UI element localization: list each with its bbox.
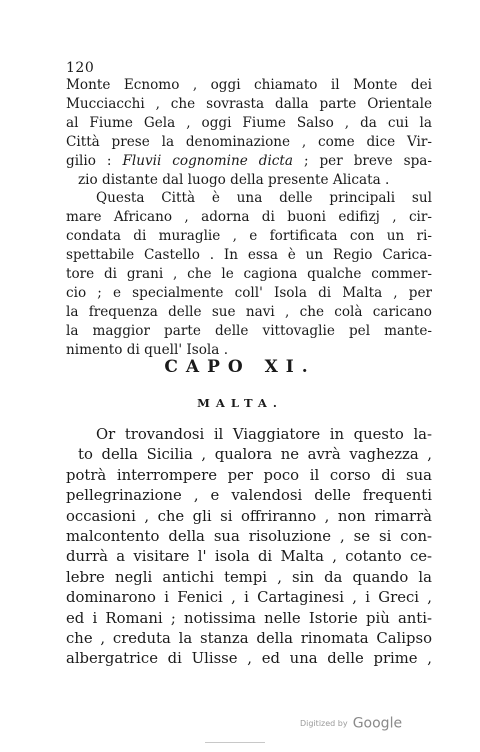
text-line: condata di muraglie , e fortificata con un ri- [66,228,432,245]
body-text-lower [66,425,432,670]
text-line: nimento di quell' Isola . [66,341,229,358]
text-line: mare Africano , adorna di buoni edifizj , cir- [66,209,432,226]
text-fragment: ; per breve spa- [292,152,432,169]
text-line: Monte Ecnomo , oggi chiamato il Monte dei [66,77,432,93]
text-line: occasioni , che gli si offriranno , non rimarrà [66,507,432,525]
text-line [66,152,432,171]
text-line: ed i Romani ; notissima nelle Istorie più anti- [66,609,432,627]
text-line: la maggior parte delle vittovaglie pel mante- [66,322,432,339]
text-line: durrà a visitare l' isola di Malta , cotanto ce- [66,548,432,566]
text-line: pellegrinazione , e valendosi delle frequenti [66,487,432,505]
text-line: malcontento della sua risoluzione , se si con- [66,528,432,546]
text-line: lebre negli antichi tempi , sin da quando la [66,568,432,586]
text-line: albergatrice di Ulisse , ed una delle prime , [66,650,432,668]
digitization-watermark [300,713,402,732]
body-text-upper [66,76,432,360]
text-line: cio ; e specialmente coll' Isola di Malta , per [66,284,432,301]
text-line: la frequenza delle sue navi , che colà caricano [66,303,432,320]
text-line: che , creduta la stanza della rinomata Calipso [66,630,432,648]
latin-quote: Fluvii cognomine dicta [122,152,293,169]
page-number: 120 [66,60,95,76]
text-line: potrà interrompere per poco il corso di sua [66,466,432,484]
digitized-label: Digitized by [300,719,348,728]
text-line: Mucciacchi , che sovrasta dalla parte Orientale [66,95,432,112]
google-logo: Google [352,715,403,732]
text-fragment: gilio : [66,152,123,169]
section-heading: MALTA. [197,396,283,410]
chapter-heading: CAPO XI. [164,357,316,377]
text-line: tore di grani , che le cagiona qualche commer- [66,266,432,283]
text-line: zio distante dal luogo della presente Alicata . [78,171,390,188]
text-line: Città prese la denominazione , come dice Vir- [66,133,432,150]
text-line: dominarono i Fenici , i Cartaginesi , i Greci , [66,589,432,607]
text-line: spettabile Castello . In essa è un Regio Carica- [66,247,432,264]
text-line: Or trovandosi il Viaggiatore in questo la- [96,426,432,443]
text-line: Questa Città è una delle principali sul [96,190,432,207]
scan-edge-line [205,742,265,743]
text-line: to della Sicilia , qualora ne avrà vaghezza , [78,446,432,464]
text-line: al Fiume Gela , oggi Fiume Salso , da cui la [66,114,432,131]
